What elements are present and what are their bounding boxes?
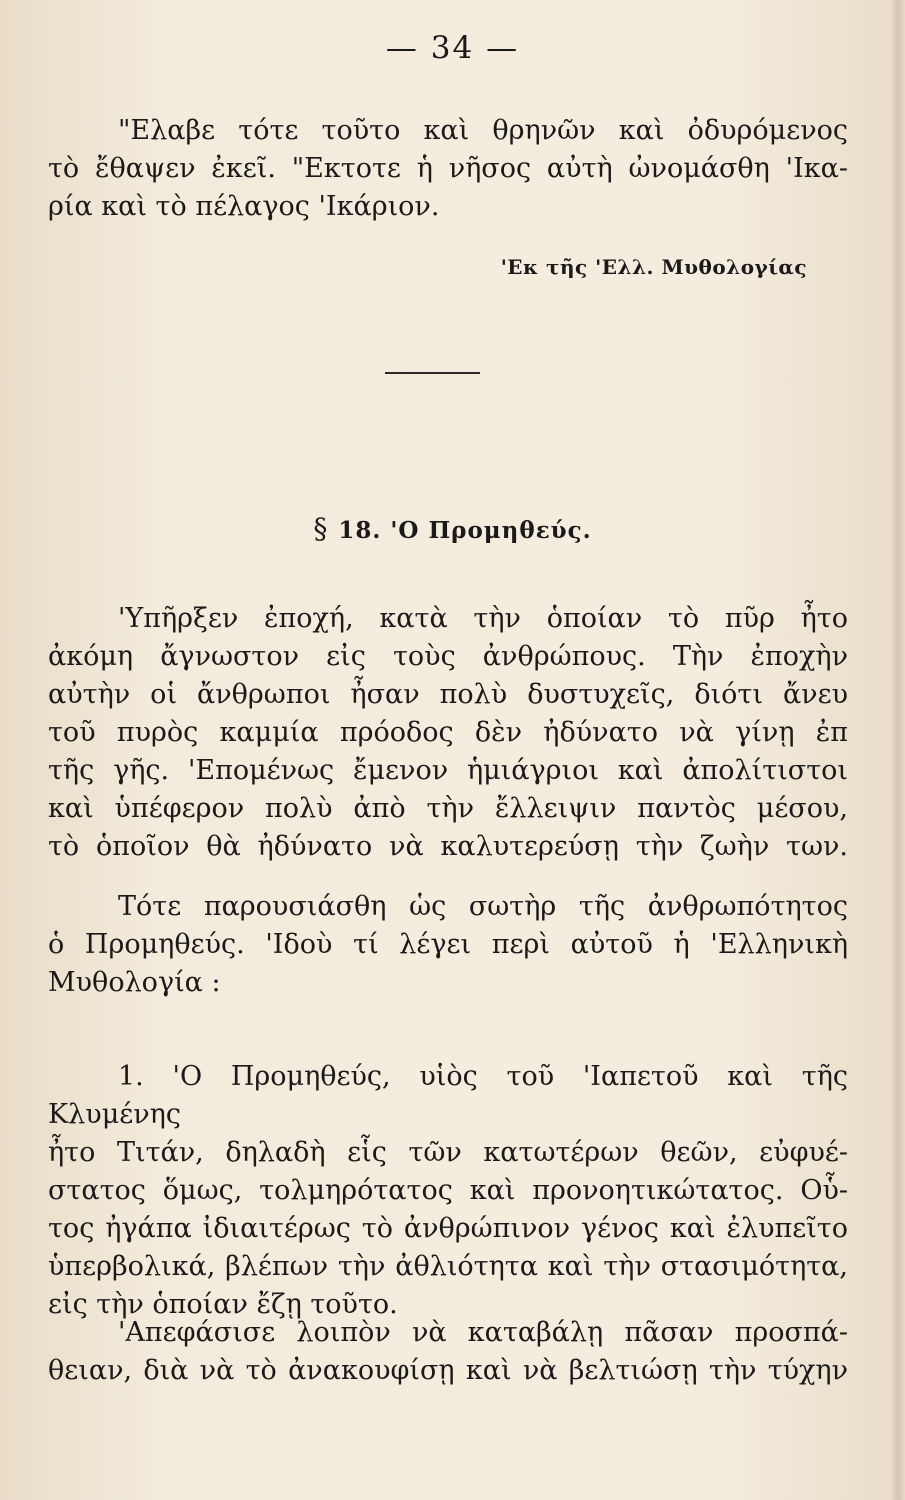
text-line: 'Υπῆρξεν ἐποχή, κατὰ τὴν ὁποίαν τὸ πῦρ ἦτο — [118, 603, 848, 634]
text-line: τὸ ὁποῖον θὰ ἠδύνατο νὰ καλυτερεύσῃ τὴν ζωὴν των. — [48, 831, 848, 862]
paragraph-3 — [48, 1058, 848, 1324]
page-number: — 34 — — [385, 30, 520, 66]
section-title: 18. 'Ο Προμηθεύς. — [338, 517, 592, 544]
text-line: τῆς γῆς. 'Επομένως ἔμενον ἡμιάγριοι καὶ ἀπολίτιστοι — [48, 755, 848, 786]
text-line: στατος ὅμως, τολμηρότατος καὶ προνοητικώτατος. Οὗ- — [48, 1175, 848, 1206]
text-line: τὸ ἔθαψεν ἐκεῖ. "Εκτοτε ἡ νῆσος αὐτὴ ὠνομάσθη 'Ικα- — [48, 153, 848, 184]
text-line: θειαν, διὰ νὰ τὸ ἀνακουφίσῃ καὶ νὰ βελτιώσῃ τὴν τύχην — [48, 1355, 848, 1386]
text-line: ὑπερβολικά, βλέπων τὴν ἀθλιότητα καὶ τὴν στασιμότητα, — [48, 1251, 848, 1282]
text-line: ὁ Προμηθεύς. 'Ιδοὺ τί λέγει περὶ αὐτοῦ ἡ 'Ελληνικὴ — [48, 929, 848, 960]
section-symbol: § — [313, 512, 329, 545]
text-line: Μυθολογία : — [48, 967, 221, 998]
text-line: "Ελαβε τότε τοῦτο καὶ θρηνῶν καὶ ὀδυρόμενος — [118, 115, 848, 146]
section-divider — [385, 372, 480, 374]
source-citation: 'Εκ τῆς 'Ελλ. Μυθολογίας — [500, 255, 807, 279]
text-line: 1. 'Ο Προμηθεύς, υἱὸς τοῦ 'Ιαπετοῦ καὶ τῆς Κλυμένης — [48, 1061, 848, 1130]
text-line: εἰς τὴν ὁποίαν ἔζῃ τοῦτο. — [48, 1289, 398, 1320]
intro-paragraph — [48, 112, 848, 226]
paragraph-1 — [48, 600, 848, 866]
text-line: Τότε παρουσιάσθη ὡς σωτὴρ τῆς ἀνθρωπότητος — [118, 891, 848, 922]
text-line: ρία καὶ τὸ πέλαγος 'Ικάριον. — [48, 191, 440, 222]
text-line: αὐτὴν οἱ ἄνθρωποι ἦσαν πολὺ δυστυχεῖς, διότι ἄνευ — [48, 679, 848, 710]
page-edge-shadow — [891, 0, 905, 1500]
paragraph-2 — [48, 888, 848, 1002]
text-line: 'Απεφάσισε λοιπὸν νὰ καταβάλῃ πᾶσαν προσπά- — [118, 1317, 848, 1348]
text-line: τοῦ πυρὸς καμμία πρόοδος δὲν ἠδύνατο νὰ γίνῃ ἐπ — [48, 717, 848, 748]
text-line: ἀκόμη ἄγνωστον εἰς τοὺς ἀνθρώπους. Τὴν ἐποχὴν — [48, 641, 848, 672]
text-line: ἦτο Τιτάν, δηλαδὴ εἷς τῶν κατωτέρων θεῶν, εὐφυέ- — [48, 1137, 848, 1168]
text-line: καὶ ὑπέφερον πολὺ ἀπὸ τὴν ἔλλειψιν παντὸς μέσου, — [48, 793, 848, 824]
text-line: τος ἠγάπα ἰδιαιτέρως τὸ ἀνθρώπινον γένος καὶ ἐλυπεῖτο — [48, 1213, 848, 1244]
section-heading — [0, 512, 905, 545]
paragraph-4 — [48, 1314, 848, 1390]
